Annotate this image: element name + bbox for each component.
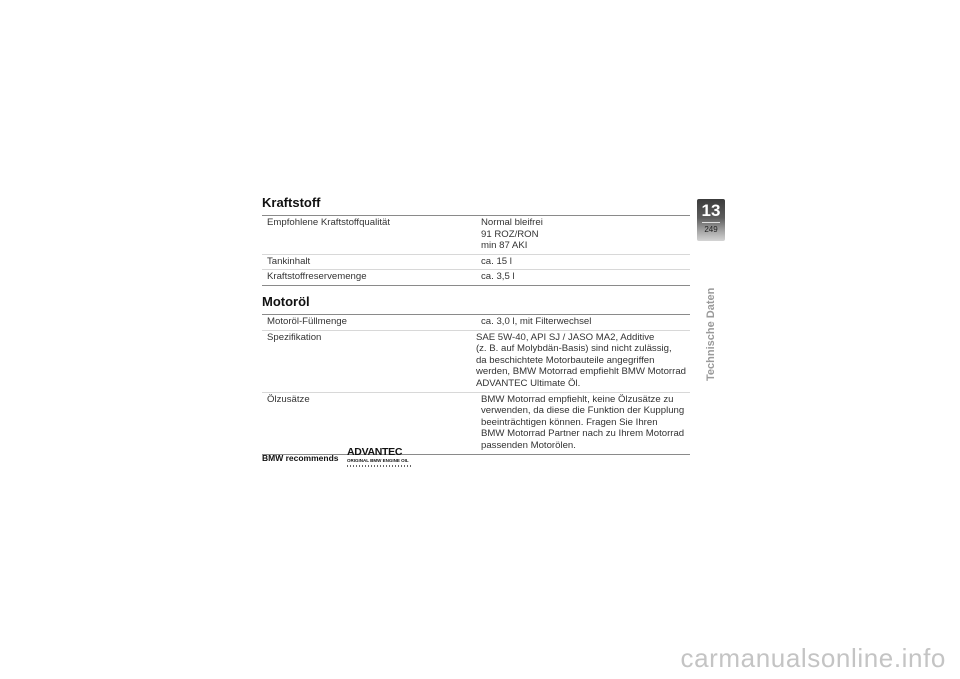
logo-stripe-icon	[347, 465, 411, 467]
table-row	[262, 270, 690, 286]
section-title-motoroel: Motoröl	[262, 293, 310, 309]
table-row	[262, 315, 690, 331]
table-row	[262, 216, 690, 255]
row-value	[475, 255, 690, 270]
row-value	[475, 270, 690, 285]
logo-wordmark: ADVANTEC	[347, 446, 403, 458]
value-line: ca. 15 l	[481, 255, 512, 267]
page-content	[262, 195, 690, 455]
value-line: min 87 AKI	[481, 240, 528, 252]
page-number: 249	[704, 225, 718, 234]
row-label: Kraftstoffreservemenge	[267, 271, 367, 283]
value-line: verwenden, da diese die Funktion der Kupplung	[481, 405, 685, 417]
advantec-logo	[347, 446, 427, 468]
value-line: Normal bleifrei	[481, 217, 543, 228]
row-value	[475, 315, 690, 330]
value-line: da beschichtete Motorbauteile angegriffen	[475, 354, 655, 366]
section-title-kraftstoff: Kraftstoff	[262, 195, 321, 210]
chapter-number: 13	[701, 201, 721, 220]
row-label: Motoröl-Füllmenge	[267, 315, 347, 327]
bmw-recommends-banner	[262, 446, 462, 468]
value-line: SAE 5W-40, API SJ / JASO MA2, Additive	[475, 331, 655, 343]
logo-subline: ORIGINAL BMW ENGINE OIL	[347, 458, 409, 463]
value-line: (z. B. auf Molybdän-Basis) sind nicht zulässig,	[475, 343, 672, 355]
oil-table	[262, 314, 690, 455]
chapter-divider	[702, 222, 720, 223]
watermark: carmanualsonline.info	[680, 643, 946, 673]
row-value	[470, 331, 690, 392]
value-line: 91 ROZ/RON	[481, 228, 539, 240]
row-value	[475, 216, 690, 254]
value-line: ca. 3,0 l, mit Filterwechsel	[481, 315, 592, 327]
value-line: BMW Motorrad Partner nach zu Ihrem Motorrad	[481, 428, 685, 440]
value-line: ca. 3,5 l	[481, 271, 515, 283]
table-row	[262, 255, 690, 271]
table-row	[262, 331, 690, 393]
row-label: Empfohlene Kraftstoffqualität	[267, 217, 391, 228]
value-line: BMW Motorrad empfiehlt, keine Ölzusätze zu	[481, 393, 674, 405]
recommends-label: BMW recommends	[262, 453, 339, 463]
value-line: passenden Motorölen.	[481, 439, 576, 451]
chapter-title-vertical: Technische Daten	[705, 287, 717, 381]
value-line: ADVANTEC Ultimate Öl.	[475, 377, 581, 389]
row-label: Spezifikation	[267, 331, 322, 343]
row-label: Ölzusätze	[267, 393, 310, 405]
value-line: beeinträchtigen können. Fragen Sie Ihren	[481, 416, 658, 428]
row-value	[475, 393, 690, 454]
value-line: werden, BMW Motorrad empfiehlt BMW Motorrad	[475, 366, 686, 378]
fuel-table	[262, 215, 690, 286]
chapter-tab	[697, 199, 725, 241]
row-label: Tankinhalt	[267, 255, 311, 267]
